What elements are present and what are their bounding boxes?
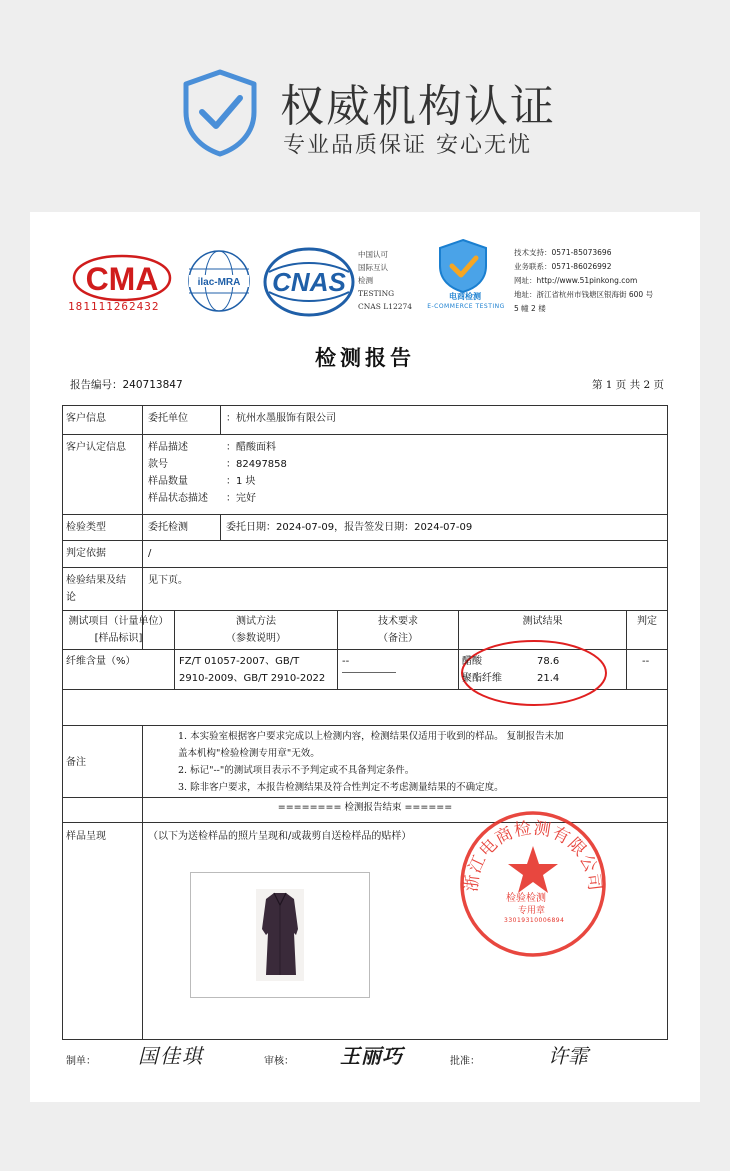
key-client-unit: 委托单位 — [148, 413, 188, 424]
approver-signature-text: 许霏 — [548, 1044, 588, 1068]
contact-line: 网址：http://www.51pinkong.com — [514, 276, 638, 285]
inspection-seal-stamp — [457, 808, 609, 960]
label-conclusion-line1: 检验结果及结 — [66, 575, 126, 586]
result-value-acetate: 78.6 — [537, 656, 560, 667]
contact-line: 业务联系：0571-86026992 — [514, 262, 612, 271]
test-requirement: -- — [342, 656, 350, 667]
stamp-line2: 专用章 — [518, 906, 546, 916]
label-sample: 样品呈现 — [66, 831, 106, 842]
approver-label: 批准： — [450, 1056, 480, 1067]
maker-signature-text: 国佳琪 — [138, 1044, 204, 1068]
header-item-line1: 测试项目（计量单位） — [68, 616, 169, 627]
header-requirement-line1: 技术要求 — [378, 616, 418, 627]
report-end-marker: ======== 检测报告结束 ====== — [277, 802, 453, 813]
ec-logo-en: E-COMMERCE TESTING — [427, 303, 505, 310]
banner-subtitle: 专业品质保证 安心无忧 — [283, 133, 532, 158]
label-remarks: 备注 — [66, 757, 86, 768]
header-result: 测试结果 — [522, 616, 563, 627]
result-value-polyester: 21.4 — [537, 673, 560, 684]
value-conclusion: 见下页。 — [148, 575, 188, 586]
label-conclusion-line2: 论 — [66, 592, 76, 603]
key-sample-desc: 样品描述 — [148, 442, 188, 453]
cert-line: 检测 — [358, 276, 373, 285]
contact-line: 5 幢 2 楼 — [514, 304, 546, 313]
approver-signature — [544, 1038, 610, 1072]
key-style-no: 款号 — [148, 459, 168, 470]
header-method-line1: 测试方法 — [236, 616, 276, 627]
remark-line: 3. 除非客户要求，本报告检测结果及符合性判定不考虑测量结果的不确定度。 — [178, 782, 504, 793]
report-number-label: 报告编号： — [70, 379, 123, 391]
stamp-line1: 检验检测 — [506, 893, 546, 904]
test-method-line2: 2910-2009、GB/T 2910-2022 — [179, 673, 326, 684]
page-info: 第 1 页 共 2 页 — [591, 379, 664, 391]
reviewer-signature-text: 王丽巧 — [340, 1044, 403, 1068]
remark-line: 2. 标记"--"的测试项目表示不予判定或不具备判定条件。 — [178, 765, 415, 776]
value-sample-desc: ：醋酸面料 — [226, 442, 276, 453]
test-judgement: -- — [642, 656, 650, 667]
test-method-line1: FZ/T 01057-2007、GB/T — [179, 656, 300, 667]
header-judgement: 判定 — [637, 616, 657, 627]
value-sample-state: ：完好 — [226, 493, 256, 504]
shield-check-icon — [180, 68, 260, 158]
key-inspection-type: 委托检测 — [148, 522, 188, 533]
report-number-value: 240713847 — [122, 379, 183, 391]
cma-text: CMA — [85, 261, 159, 297]
sample-garment-photo — [256, 889, 304, 981]
maker-signature — [134, 1038, 214, 1072]
test-item: 纤维含量（%） — [66, 656, 136, 667]
remark-line: 盖本机构"检验检测专用章"无效。 — [178, 748, 320, 759]
reviewer-signature — [336, 1038, 416, 1072]
cert-line: CNAS L12274 — [358, 302, 413, 311]
contact-line: 技术支持：0571-85073696 — [514, 248, 612, 257]
report-title: 检测报告 — [315, 345, 415, 370]
label-inspection-type: 检验类型 — [66, 522, 106, 533]
result-name-acetate: 醋酸 — [462, 656, 482, 667]
stamp-ring-text: 浙江电商检测有限公司 — [461, 818, 605, 893]
ec-logo-cn: 电商检测 — [449, 292, 481, 301]
stamp-number: 33019310006894 — [504, 917, 565, 924]
label-basis: 判定依据 — [66, 548, 106, 559]
banner-title: 权威机构认证 — [280, 81, 556, 132]
remark-line: 1. 本实验室根据客户要求完成以上检测内容，检测结果仅适用于收到的样品。 复制报告未加 — [178, 731, 564, 742]
report-document — [30, 212, 700, 1102]
value-style-no: ：82497858 — [226, 459, 287, 470]
header-method-line2: （参数说明） — [226, 633, 286, 644]
reviewer-label: 审核： — [264, 1056, 294, 1067]
header-item-line2: [样品标识] — [94, 633, 143, 644]
header-requirement-line2: （备注） — [378, 633, 418, 644]
value-client-unit: ：杭州水墨服饰有限公司 — [226, 413, 336, 424]
cert-line: 中国认可 — [358, 250, 388, 259]
sample-note: （以下为送检样品的照片呈现和/或裁剪自送检样品的贴样） — [148, 831, 412, 842]
key-sample-qty: 样品数量 — [148, 476, 188, 487]
value-basis: / — [148, 548, 152, 559]
cert-line: 国际互认 — [358, 263, 388, 272]
key-sample-state: 样品状态描述 — [148, 493, 208, 504]
result-name-polyester: 聚酯纤维 — [462, 673, 502, 684]
contact-line: 地址：浙江省杭州市钱塘区银海街 600 号 — [514, 290, 654, 299]
ilac-text: ilac-MRA — [197, 277, 241, 288]
label-client-info: 客户信息 — [66, 413, 106, 424]
cnas-text: CNAS — [272, 267, 346, 297]
value-sample-qty: ：1 块 — [226, 476, 256, 487]
label-client-confirmed: 客户认定信息 — [66, 442, 126, 453]
cert-line: TESTING — [358, 289, 395, 298]
maker-label: 制单： — [66, 1056, 96, 1067]
cma-number: 181111262432 — [68, 300, 160, 313]
top-banner — [0, 0, 730, 200]
value-inspection-dates: 委托日期：2024-07-09，报告签发日期：2024-07-09 — [226, 522, 473, 533]
sample-photo-frame — [190, 872, 370, 998]
